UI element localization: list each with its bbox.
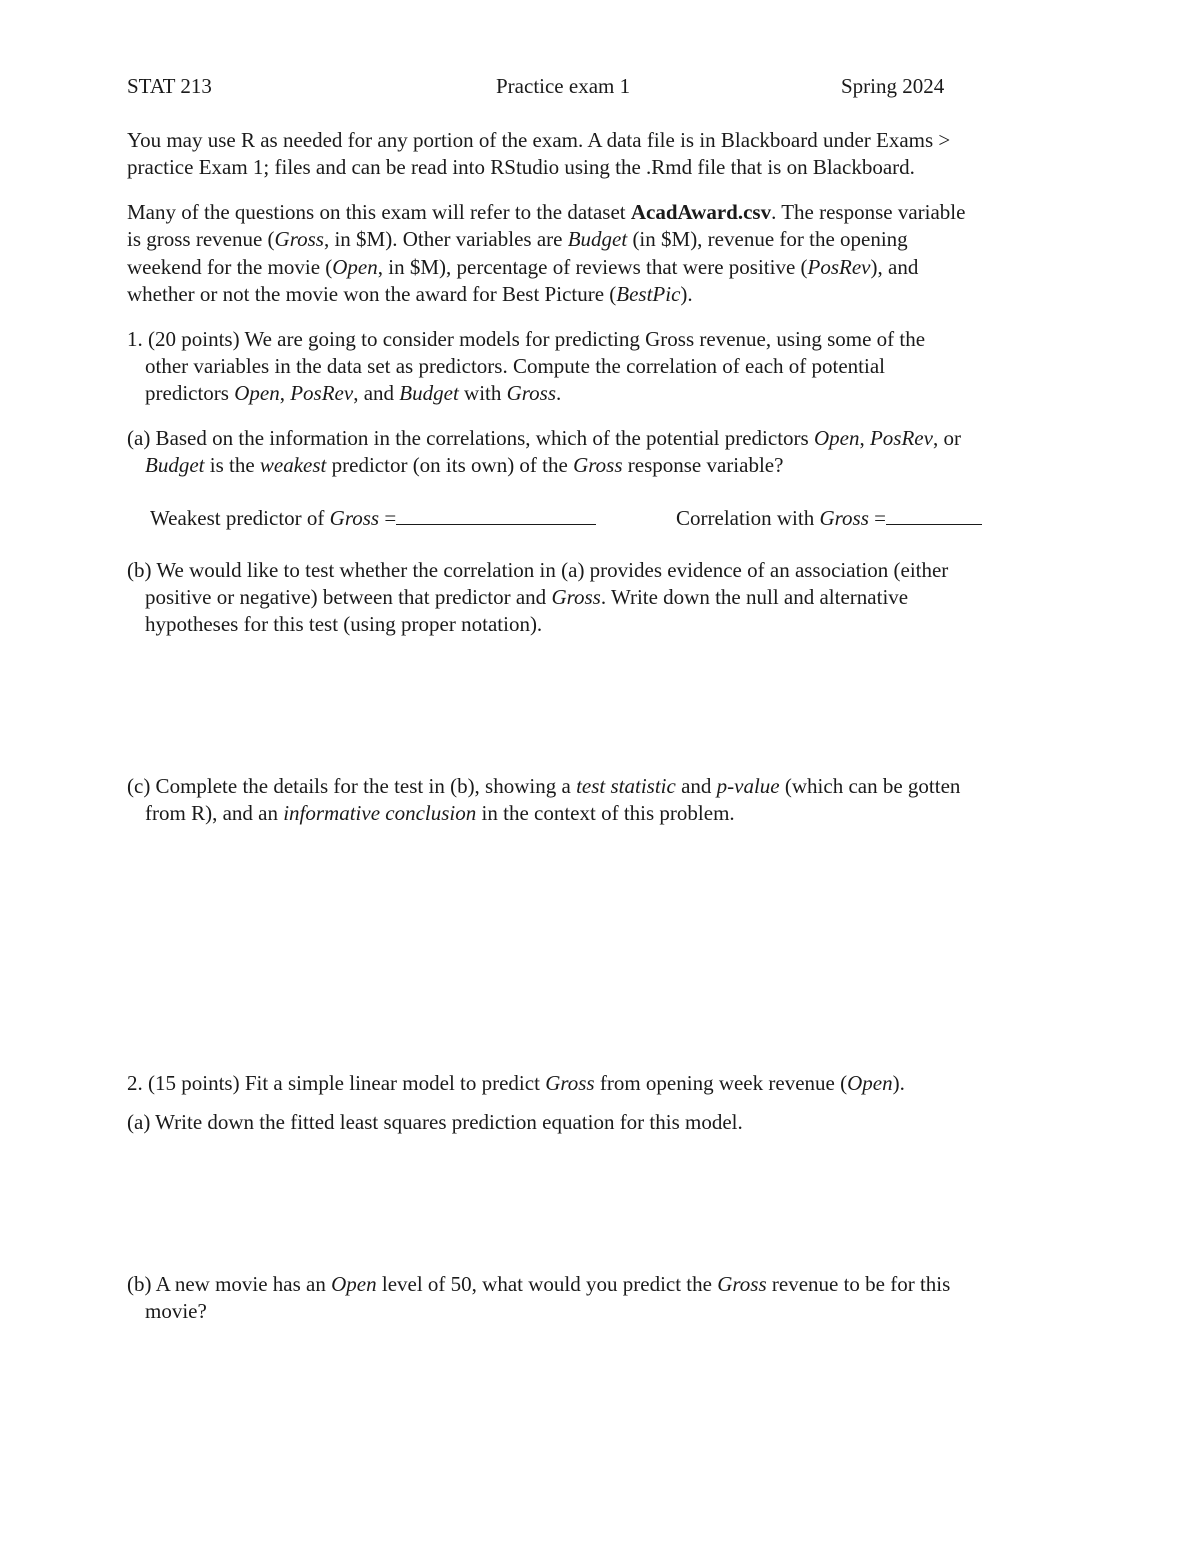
q1-line-1: 1. (20 points) We are going to consider models for predicting Gross revenue, using some of the bbox=[127, 327, 926, 351]
q1b-line-2: positive or negative) between that predictor and Gross. Write down the null and alternative bbox=[145, 585, 909, 609]
q2-line-1: 2. (15 points) Fit a simple linear model to predict Gross from opening week revenue (Open). bbox=[127, 1071, 905, 1095]
correlation-blank[interactable] bbox=[886, 504, 982, 525]
q1-line-2: other variables in the data set as predictors. Compute the correlation of each of potential bbox=[145, 354, 885, 378]
dataset-line-1: Many of the questions on this exam will refer to the dataset AcadAward.csv. The response variable bbox=[127, 200, 966, 224]
dataset-line-2: is gross revenue (Gross, in $M). Other variables are Budget (in $M), revenue for the opening bbox=[127, 227, 908, 251]
dataset-line-3: weekend for the movie (Open, in $M), percentage of reviews that were positive (PosRev), and bbox=[127, 255, 919, 279]
q2b-line-1: (b) A new movie has an Open level of 50, what would you predict the Gross revenue to be for this bbox=[127, 1272, 951, 1296]
dataset-filename: AcadAward.csv bbox=[630, 200, 772, 224]
weakest-predictor-blank[interactable] bbox=[396, 504, 596, 525]
q1c-line-1: (c) Complete the details for the test in (b), showing a test statistic and p-value (which can be gotten bbox=[127, 774, 961, 798]
q2a-line-1: (a) Write down the fitted least squares prediction equation for this model. bbox=[127, 1110, 743, 1134]
q1b-line-3: hypotheses for this test (using proper notation). bbox=[145, 612, 543, 636]
q1a-line-2: Budget is the weakest predictor (on its own) of the Gross response variable? bbox=[145, 453, 784, 477]
weakest-predictor-answer: Weakest predictor of Gross = bbox=[150, 504, 596, 532]
exam-title: Practice exam 1 bbox=[496, 74, 631, 98]
intro-line-2: practice Exam 1; files and can be read into RStudio using the .Rmd file that is on Blackboard. bbox=[127, 155, 915, 179]
q2b-line-2: movie? bbox=[145, 1299, 207, 1323]
intro-line-1: You may use R as needed for any portion of the exam. A data file is in Blackboard under Exams > bbox=[127, 128, 951, 152]
q1a-line-1: (a) Based on the information in the correlations, which of the potential predictors Open, PosRev, or bbox=[127, 426, 961, 450]
correlation-answer: Correlation with Gross = bbox=[676, 504, 982, 532]
dataset-line-4: whether or not the movie won the award for Best Picture (BestPic). bbox=[127, 282, 693, 306]
q1b-line-1: (b) We would like to test whether the correlation in (a) provides evidence of an association (either bbox=[127, 558, 949, 582]
course-code: STAT 213 bbox=[127, 74, 212, 98]
term: Spring 2024 bbox=[841, 74, 945, 98]
q1c-line-2: from R), and an informative conclusion in the context of this problem. bbox=[145, 801, 735, 825]
q1-line-3: predictors Open, PosRev, and Budget with Gross. bbox=[145, 381, 562, 405]
